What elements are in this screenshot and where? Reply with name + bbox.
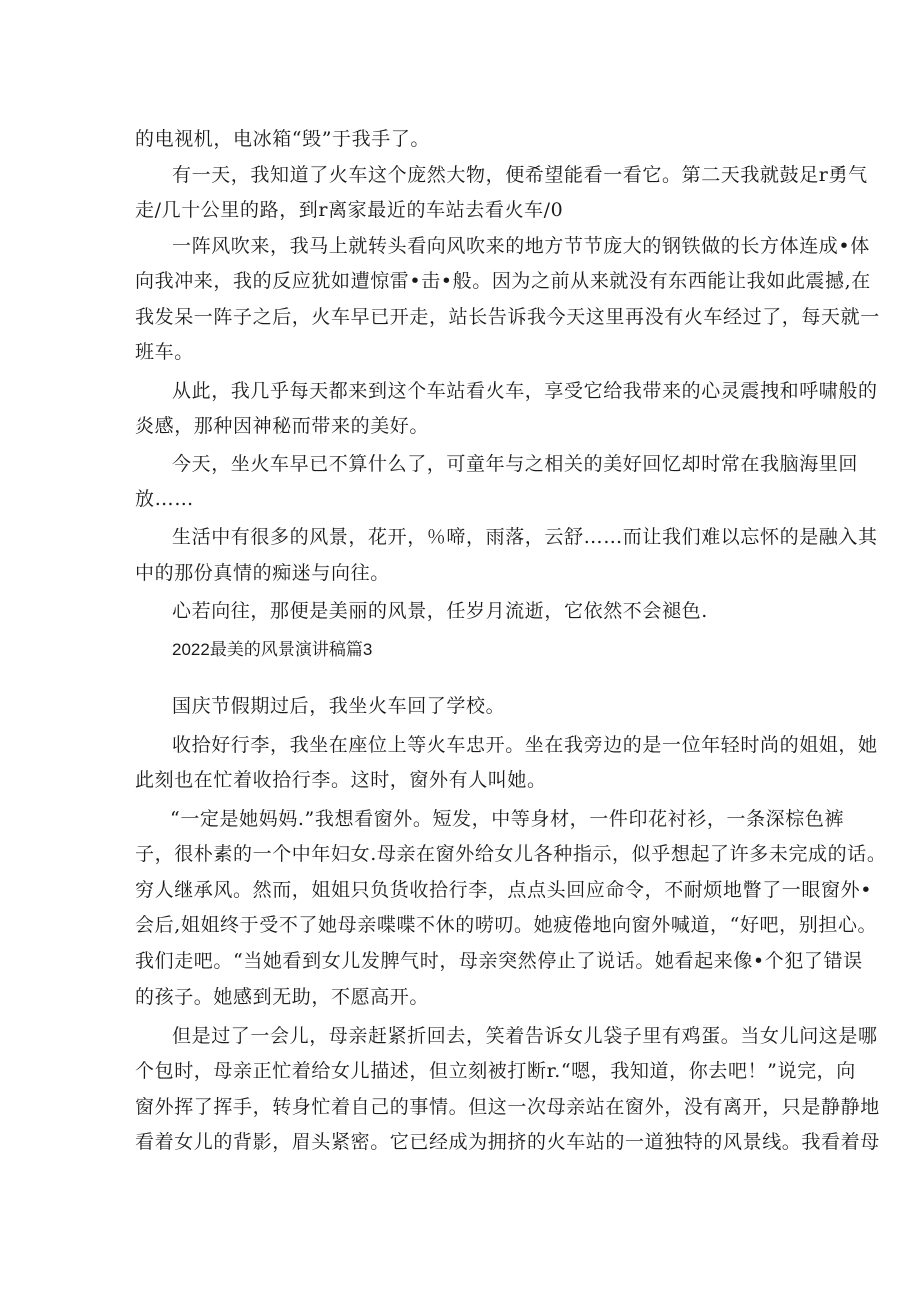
text-line: 心若向往，那便是美丽的风景，任岁月流逝，它依然不会褪色. bbox=[172, 600, 708, 622]
text-line: 的孩子。她感到无助，不愿高开。 bbox=[135, 986, 430, 1008]
text-line: 放…… bbox=[135, 488, 194, 510]
section-heading: 2022最美的风景演讲稿篇3 bbox=[172, 640, 373, 659]
text-line: 会后,姐姐终于受不了她母亲喋喋不休的唠叨。她疲倦地向窗外喊道，“好吧，别担心。 bbox=[135, 914, 878, 936]
text-line: 我发呆一阵子之后，火车早已开走，站长告诉我今天这里再没有火车经过了，每天就一 bbox=[135, 306, 880, 328]
text-line: 从此，我几乎每天都来到这个车站看火车，享受它给我带来的心灵震拽和呼啸般的 bbox=[172, 380, 878, 402]
text-line: 穷人继承风。然而，姐姐只负货收拾行李，点点头回应命令，不耐烦地瞥了一眼窗外• bbox=[135, 879, 873, 901]
text-line: 生活中有很多的风景，花开，％啼，雨落，云舒……而让我们难以忘怀的是融入其 bbox=[172, 526, 878, 548]
text-line: 走/几十公里的路，到r离家最近的车站去看火车/0 bbox=[135, 199, 564, 221]
text-line: 我们走吧。“当她看到女儿发脾气时，母亲突然停止了说话。她看起来像•个犯了错误 bbox=[135, 950, 863, 972]
text-line: 一阵风吹来，我马上就转头看向风吹来的地方节节庞大的钢铁做的长方体连成•体 bbox=[172, 235, 870, 257]
text-line: 但是过了一会儿，母亲赶紧折回去，笑着告诉女儿袋子里有鸡蛋。当女儿问这是哪 bbox=[172, 1025, 878, 1047]
text-line: 今天，坐火车早已不算什么了，可童年与之相关的美好回忆却时常在我脑海里回 bbox=[172, 453, 859, 475]
text-line: 班车。 bbox=[135, 341, 194, 363]
text-line: 中的那份真情的痴迷与向往。 bbox=[135, 562, 390, 584]
text-line: 有一天，我知道了火车这个庞然大物，便希望能看一看它。第二天我就鼓足r勇气 bbox=[172, 164, 868, 186]
text-line: 的电视机，电冰箱“毁”于我手了。 bbox=[135, 128, 431, 150]
text-line: 此刻也在忙着收拾行李。这时，窗外有人叫她。 bbox=[135, 769, 547, 791]
text-line: 子，很朴素的一个中年妇女.母亲在窗外给女儿各种指示，似乎想起了许多未完成的话。 bbox=[135, 843, 887, 865]
text-line: 炎感，那种因神秘而带来的美好。 bbox=[135, 415, 430, 437]
text-line: 窗外挥了挥手，转身忙着自己的事情。但这一次母亲站在窗外，没有离开，只是静静地 bbox=[135, 1096, 880, 1118]
text-line: 个包时，母亲正忙着给女儿描述，但立刻被打断r.“嗯，我知道，你去吧！”说完，向 bbox=[135, 1060, 856, 1082]
text-line: 收拾好行李，我坐在座位上等火车忠开。坐在我旁边的是一位年轻时尚的姐姐，她 bbox=[172, 734, 878, 756]
text-line: 国庆节假期过后，我坐火车回了学校。 bbox=[172, 695, 506, 717]
text-line: 看着女儿的背影，眉头紧密。它已经成为拥挤的火车站的一道独特的风景线。我看着母 bbox=[135, 1131, 880, 1153]
text-line: 向我冲来，我的反应犹如遭惊雷•击•般。因为之前从来就没有东西能让我如此震撼,在 bbox=[135, 270, 871, 292]
text-line: “一定是她妈妈.”我想看窗外。短发，中等身材，一件印花衬衫，一条深棕色裤 bbox=[170, 808, 845, 830]
